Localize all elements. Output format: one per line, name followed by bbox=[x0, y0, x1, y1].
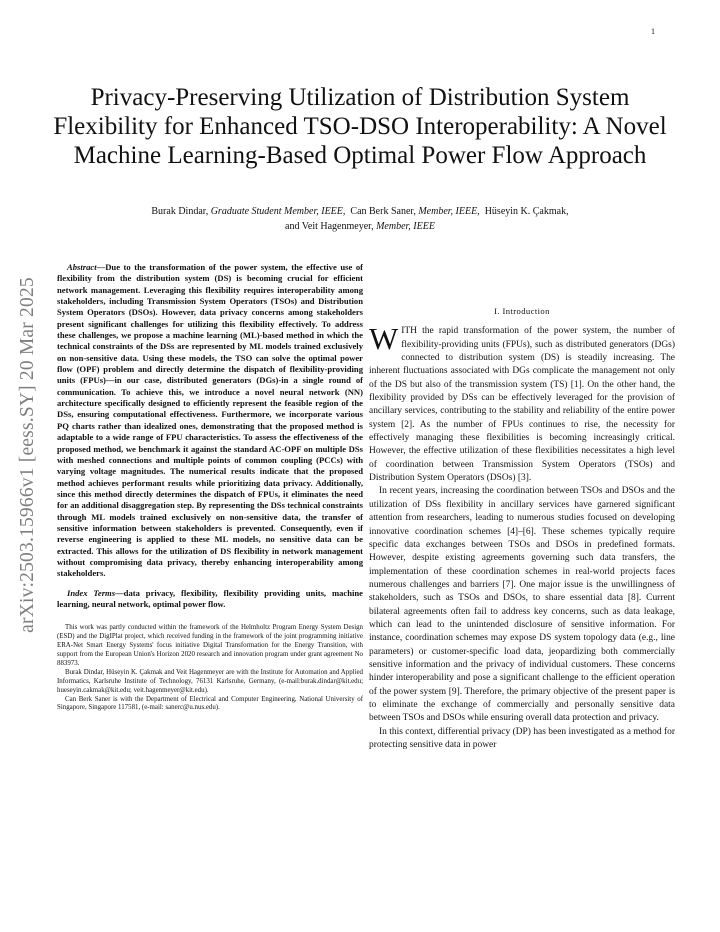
abstract bbox=[57, 262, 363, 580]
author-role: Graduate Student Member, IEEE, bbox=[210, 206, 346, 217]
index-terms bbox=[57, 588, 363, 611]
section-heading-text: I. Introduction bbox=[494, 306, 550, 316]
intro-paragraph: In this context, differential privacy (DP) has been investigated as a method for protecting sensitive data in power bbox=[369, 726, 675, 750]
paper-title: Privacy-Preserving Utilization of Distribution System Flexibility for Enhanced TSO-DSO Interoperability: A Novel Machine Learning-Based Optimal Power Flow Approach bbox=[53, 83, 667, 169]
page-number: 1 bbox=[651, 27, 655, 36]
intro-paragraph bbox=[369, 321, 675, 485]
paragraph-text: ITH the rapid transformation of the power system, the number of flexibility-providing units (FPUs), such as distributed generators (DGs) connected to distribution system (DS) is steadily increasing. The inherent fluctuations associated with DGs complicate the management not only of the DS but also of the transmission system (TS) [1]. On the other hand, the flexibility provided by DSs can be effectively leveraged for the provision of ancillary services, contributing to the stability and reliability of the entire power system [2]. As the number of FPUs continues to rise, the necessity for effectively managing these flexibilities is becoming increasingly critical. However, the effective utilization of these flexibilities necessitates a high level of coordination between Transmission System Operators (TSOs) and Distribution System Operators (DSOs) [3]. bbox=[369, 326, 675, 484]
author-name: and Veit Hagenmeyer, bbox=[285, 221, 377, 232]
author-name: Can Berk Saner, bbox=[350, 206, 419, 217]
abstract-text: —Due to the transformation of the power system, the effective use of flexibility from the distribution system (DS) is becoming crucial for efficient network management. Leveraging this flexibility requires interoperability among stakeholders, including Transmission System Operators (TSOs) and Distribution System Operators (DSOs). However, data privacy concerns among stakeholders present significant challenges for utilizing this flexibility effectively. To address these challenges, we propose a machine learning (ML)-based method in which the technical constraints of the DSs are represented by ML models trained exclusively on non-sensitive data. Using these models, the TSO can solve the optimal power flow (OPF) problem and directly determine the dispatch of flexibility-providing units (FPUs)—in our case, distributed generators (DGs)-in a single round of communication. To achieve this, we introduce a novel neural network (NN) architecture specifically designed to efficiently represent the feasible region of the DSs, ensuring computational effectiveness. Furthermore, we incorporate various PQ charts rather than idealized ones, demonstrating that the proposed method is adaptable to a wide range of FPU characteristics. To assess the effectiveness of the proposed method, we benchmark it against the standard AC-OPF on multiple DSs with meshed connections and multiple points of common coupling (PCCs) with varying voltage magnitudes. The numerical results indicate that the proposed method achieves performant results while prioritizing data privacy. Additionally, since this method directly determines the dispatch of FPUs, it eliminates the need for an additional disaggregation step. By representing the DSs technical constraints through ML models trained exclusively on non-sensitive data, the transfer of sensitive information between stakeholders is prevented. Consequently, even if reverse engineering is applied to these ML models, no sensitive data can be extracted. This allows for the utilization of DS flexibility in network management without compromising data privacy, thereby enhancing interoperability among stakeholders. bbox=[57, 262, 363, 579]
affiliation-footnote: Burak Dindar, Hüseyin K. Çakmak and Veit Hagenmeyer are with the Institute for Automation and Applied Informatics, Karlsruhe Institute of Technology, 76131 Karlsruhe, Germany, (e-mail:burak.dindar@kit.edu; hueseyin.cakmak@kit.edu; veit.hagenmeyer@kit.edu). bbox=[57, 668, 363, 694]
drop-cap: W bbox=[369, 321, 399, 357]
index-terms-label: Index Terms bbox=[67, 587, 116, 598]
right-column bbox=[369, 305, 675, 752]
funding-footnote: This work was partly conducted within the framework of the Helmholtz Program Energy System Design (ESD) and the DigIPlat project, which received funding in the framework of the joint programming initiative ERA-Net Smart Energy Systems' focus initiative Digital Transformation for the Energy Transition, with support from the European Union's Horizon 2020 research and innovation program under grant agreement No 883973. bbox=[57, 624, 363, 667]
author-role: Member, IEEE bbox=[376, 221, 435, 232]
section-heading bbox=[369, 305, 675, 318]
arxiv-identifier: arXiv:2503.15966v1 [eess.SY] 20 Mar 2025 bbox=[17, 277, 38, 633]
abstract-label: Abstract bbox=[67, 262, 97, 272]
left-column bbox=[57, 262, 363, 713]
footnotes bbox=[57, 624, 363, 713]
author-role: Member, IEEE, bbox=[418, 206, 480, 217]
affiliation-footnote: Can Berk Saner is with the Department of Electrical and Computer Engineering, National University of Singapore, Singapore 117581, (e-mail: sanerc@u.nus.edu). bbox=[57, 695, 363, 712]
author-list bbox=[60, 204, 660, 234]
index-terms-text: —data privacy, flexibility, flexibility providing units, machine learning, neural network, optimal power flow. bbox=[57, 587, 363, 609]
author-name: Hüseyin K. Çakmak, bbox=[484, 206, 569, 217]
author-name: Burak Dindar, bbox=[151, 206, 211, 217]
intro-paragraph: In recent years, increasing the coordination between TSOs and DSOs and the utilization of DSs flexibility in ancillary services have garnered significant attention from researchers, leading to numerous studies focused on developing innovative coordination schemes [4]–[6]. These schemes typically require specific data exchanges between TSOs and DSOs in predefined formats. However, despite existing agreements governing such data transfers, the implementation of these coordination schemes in real-world projects faces numerous challenges and barriers [7]. One major issue is the unwillingness of stakeholders, such as TSOs and DSOs, to share essential data [8]. Current bilateral agreements often fail to address key concerns, such as data leakage, which can lead to the unintended disclosure of sensitive information. For instance, coordination schemes may expose DS system topology data (e.g., line parameters) or customer-specific load data, jeopardizing both commercially sensitive information and the privacy of individual customers. These concerns hinder interoperability and pose a significant challenge to the efficient operation of the power system [9]. Therefore, the primary objective of the present paper is to eliminate the exchange of commercially and personally sensitive data between TSOs and DSOs while ensuring overall data protection and privacy. bbox=[369, 486, 675, 724]
